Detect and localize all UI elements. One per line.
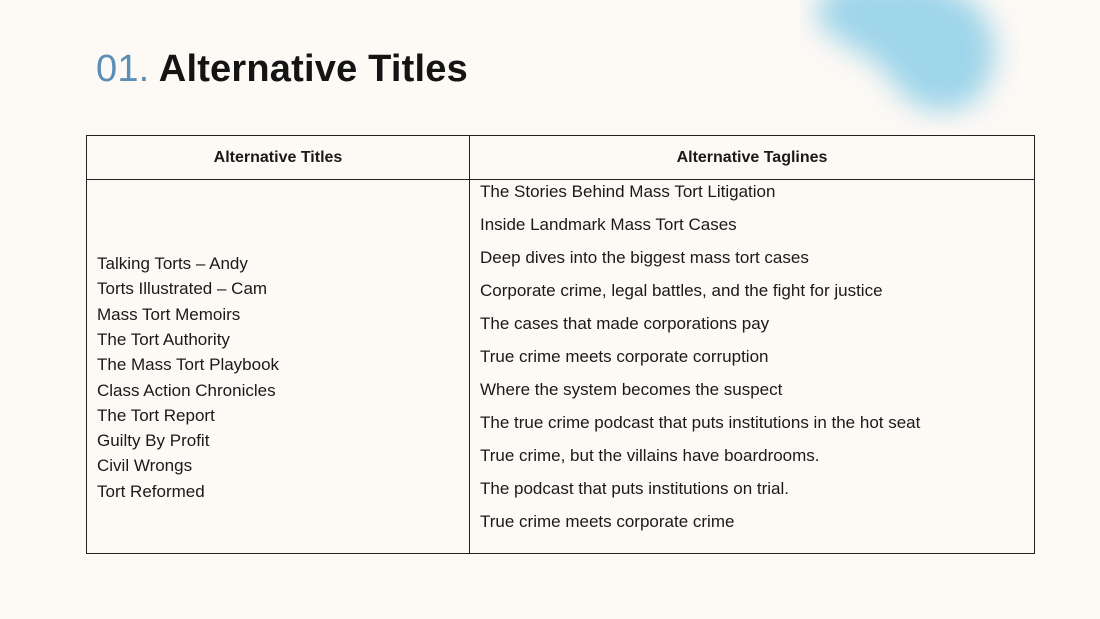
title-item: The Tort Authority — [97, 329, 230, 349]
decorative-blob — [800, 0, 1020, 130]
tagline-item: Inside Landmark Mass Tort Cases — [480, 215, 737, 234]
header-alternative-taglines: Alternative Taglines — [470, 136, 1035, 180]
slide-number: 01. — [96, 48, 150, 90]
taglines-cell — [470, 180, 1035, 554]
tagline-item: Deep dives into the biggest mass tort cases — [480, 248, 809, 267]
tagline-item: Corporate crime, legal battles, and the fight for justice — [480, 281, 883, 300]
title-item: Mass Tort Memoirs — [97, 304, 241, 324]
tagline-item: True crime meets corporate crime — [480, 512, 735, 531]
tagline-item: The cases that made corporations pay — [480, 314, 770, 333]
title-item: Torts Illustrated – Cam — [97, 279, 268, 299]
title-item: Talking Torts – Andy — [97, 254, 248, 274]
title-item: Class Action Chronicles — [97, 380, 276, 400]
header-alternative-titles: Alternative Titles — [87, 136, 470, 180]
tagline-item: True crime meets corporate corruption — [480, 347, 769, 366]
title-item: Guilty By Profit — [97, 431, 210, 451]
tagline-item: The podcast that puts institutions on trial. — [480, 479, 790, 498]
title-item: Tort Reformed — [97, 481, 205, 501]
title-item: The Mass Tort Playbook — [97, 355, 280, 375]
table-header-row — [87, 136, 1035, 180]
titles-cell — [87, 180, 470, 554]
page-title — [96, 48, 468, 91]
taglines-list — [480, 181, 1034, 544]
tagline-item: The Stories Behind Mass Tort Litigation — [480, 182, 776, 201]
slide-title: Alternative Titles — [158, 48, 468, 90]
title-item: The Tort Report — [97, 405, 215, 425]
title-item: Civil Wrongs — [97, 456, 193, 476]
alternatives-table — [86, 135, 1035, 554]
table-row — [87, 180, 1035, 554]
tagline-item: Where the system becomes the suspect — [480, 380, 783, 399]
titles-list — [97, 251, 469, 504]
tagline-item: The true crime podcast that puts institutions in the hot seat — [480, 413, 921, 432]
tagline-item: True crime, but the villains have boardrooms. — [480, 446, 820, 465]
